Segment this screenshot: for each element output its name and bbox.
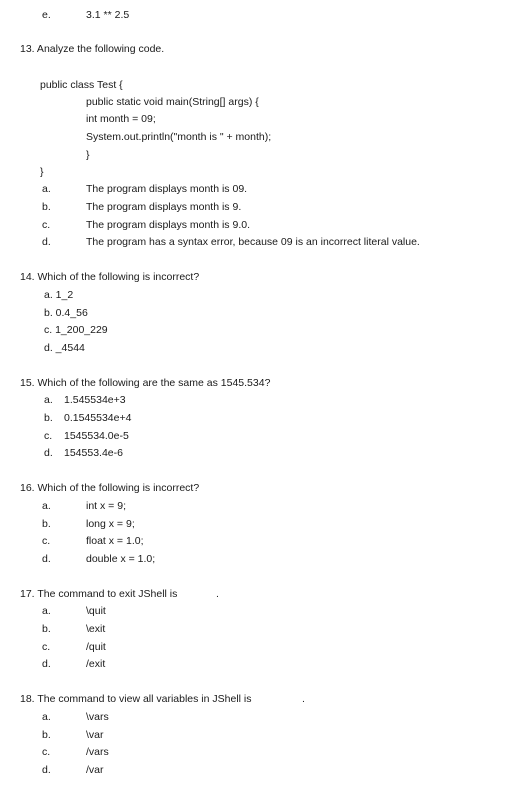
option-text: /quit — [86, 641, 106, 653]
option-text: 154553.4e-6 — [64, 447, 123, 459]
question-18-text: 18. The command to view all variables in JShell is — [20, 693, 252, 705]
option-letter: a. — [42, 605, 51, 617]
option-text: The program displays month is 9. — [86, 201, 242, 213]
option-letter: d. — [42, 764, 51, 776]
option-text: The program has a syntax error, because 09 is an incorrect literal value. — [86, 236, 420, 248]
option-text: long x = 9; — [86, 518, 135, 530]
option-text: d. _4544 — [44, 342, 85, 354]
option-letter: b. — [44, 412, 53, 424]
option-letter: a. — [42, 183, 51, 195]
answer-blank: . — [302, 693, 305, 705]
option-text: \exit — [86, 623, 106, 635]
code-line: public class Test { — [40, 79, 123, 91]
option-text: float x = 1.0; — [86, 535, 144, 547]
question-16-text: 16. Which of the following is incorrect? — [20, 482, 200, 494]
option-text: /exit — [86, 658, 106, 670]
option-letter: c. — [42, 641, 51, 653]
option-text: 1545534.0e-5 — [64, 430, 129, 442]
option-text: double x = 1.0; — [86, 553, 156, 565]
option-letter: d. — [42, 658, 51, 670]
option-letter: b. — [42, 729, 51, 741]
option-text: c. 1_200_229 — [44, 324, 108, 336]
code-line: } — [40, 166, 44, 178]
option-letter: a. — [42, 711, 51, 723]
question-17-text: 17. The command to exit JShell is — [20, 588, 178, 600]
code-line: public static void main(String[] args) { — [86, 96, 259, 108]
option-letter: d. — [42, 553, 51, 565]
code-line: int month = 09; — [86, 113, 156, 125]
option-letter: c. — [44, 430, 53, 442]
option-text: The program displays month is 09. — [86, 183, 248, 195]
option-text: a. 1_2 — [44, 289, 74, 301]
question-13-text: 13. Analyze the following code. — [20, 43, 165, 55]
option-letter: a. — [44, 394, 53, 406]
option-letter: d. — [42, 236, 51, 248]
option-letter: b. — [42, 201, 51, 213]
option-text: \quit — [86, 605, 106, 617]
option-text: 1.545534e+3 — [64, 394, 126, 406]
code-line: System.out.println("month is " + month); — [86, 131, 272, 143]
option-letter: c. — [42, 535, 51, 547]
option-text: /var — [86, 764, 104, 776]
option-text: \var — [86, 729, 104, 741]
option-letter: c. — [42, 219, 51, 231]
option-text: \vars — [86, 711, 109, 723]
option-text: int x = 9; — [86, 500, 126, 512]
option-text: /vars — [86, 746, 109, 758]
option-text: b. 0.4_56 — [44, 307, 88, 319]
option-text: The program displays month is 9.0. — [86, 219, 250, 231]
option-text: 0.1545534e+4 — [64, 412, 132, 424]
code-line: } — [86, 149, 90, 161]
question-14-text: 14. Which of the following is incorrect? — [20, 271, 200, 283]
question-15-text: 15. Which of the following are the same as 1545.534? — [20, 377, 271, 389]
answer-blank: . — [216, 588, 219, 600]
option-letter: c. — [42, 746, 51, 758]
option-letter: b. — [42, 623, 51, 635]
option-letter: b. — [42, 518, 51, 530]
option-letter: a. — [42, 500, 51, 512]
option-letter: e. — [42, 9, 51, 21]
option-text: 3.1 ** 2.5 — [86, 9, 130, 21]
option-letter: d. — [44, 447, 53, 459]
